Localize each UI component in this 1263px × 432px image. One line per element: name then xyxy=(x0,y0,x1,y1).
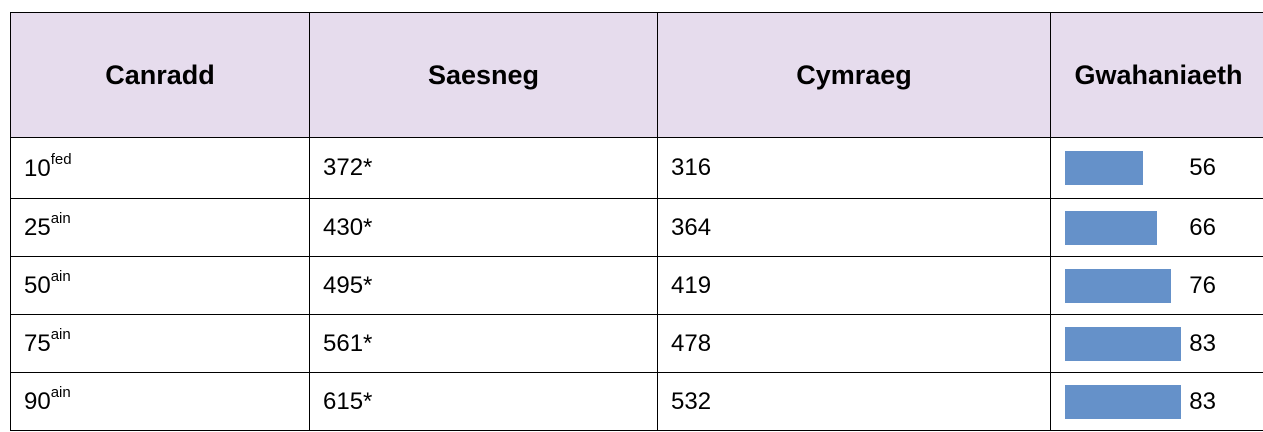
saesneg-cell: 615* xyxy=(310,373,658,431)
difference-cell xyxy=(1051,315,1263,373)
table-row xyxy=(11,199,1263,257)
difference-value: 83 xyxy=(1189,329,1216,357)
percentile-number: 50 xyxy=(24,272,51,299)
table-row xyxy=(11,138,1263,199)
difference-value: 56 xyxy=(1189,154,1216,181)
difference-bar xyxy=(1065,269,1171,303)
header-canradd: Canradd xyxy=(11,13,310,138)
percentile-suffix: ain xyxy=(50,326,71,343)
table-row xyxy=(11,257,1263,315)
header-row xyxy=(11,13,1263,138)
cymraeg-cell: 478 xyxy=(658,315,1051,373)
percentile-cell xyxy=(11,315,310,373)
difference-value: 66 xyxy=(1189,213,1216,241)
difference-bar-wrap xyxy=(1051,315,1251,372)
percentile-number: 75 xyxy=(24,330,51,357)
difference-value: 83 xyxy=(1189,387,1216,415)
percentile-cell xyxy=(11,257,310,315)
table-row xyxy=(11,315,1263,373)
percentile-suffix: fed xyxy=(50,150,72,168)
percentile-suffix: ain xyxy=(50,210,71,227)
difference-bar xyxy=(1065,327,1181,361)
difference-bar xyxy=(1065,385,1181,419)
difference-cell xyxy=(1051,138,1263,199)
percentile-suffix: ain xyxy=(50,384,71,401)
table-row xyxy=(11,373,1263,431)
percentile-number: 90 xyxy=(24,388,51,415)
percentile-number: 10 xyxy=(24,154,51,182)
percentile-suffix: ain xyxy=(50,268,71,285)
percentile-cell xyxy=(11,199,310,257)
difference-bar-wrap xyxy=(1051,257,1251,314)
difference-bar xyxy=(1065,151,1143,185)
saesneg-cell: 561* xyxy=(310,315,658,373)
saesneg-cell: 372* xyxy=(310,138,658,199)
difference-cell xyxy=(1051,373,1263,431)
percentile-cell xyxy=(11,373,310,431)
saesneg-cell: 495* xyxy=(310,257,658,315)
difference-bar xyxy=(1065,211,1157,245)
difference-cell xyxy=(1051,257,1263,315)
difference-bar-wrap xyxy=(1051,138,1251,198)
difference-bar-wrap xyxy=(1051,373,1251,430)
header-saesneg: Saesneg xyxy=(310,13,658,138)
cymraeg-cell: 419 xyxy=(658,257,1051,315)
header-gwahaniaeth: Gwahaniaeth xyxy=(1051,13,1263,138)
saesneg-cell: 430* xyxy=(310,199,658,257)
difference-cell xyxy=(1051,199,1263,257)
cymraeg-cell: 316 xyxy=(658,138,1051,199)
difference-value: 76 xyxy=(1189,271,1216,299)
cymraeg-cell: 532 xyxy=(658,373,1051,431)
cymraeg-cell: 364 xyxy=(658,199,1051,257)
percentile-table xyxy=(10,12,1263,431)
difference-bar-wrap xyxy=(1051,199,1251,256)
percentile-cell xyxy=(11,138,310,199)
percentile-number: 25 xyxy=(24,214,51,241)
header-cymraeg: Cymraeg xyxy=(658,13,1051,138)
